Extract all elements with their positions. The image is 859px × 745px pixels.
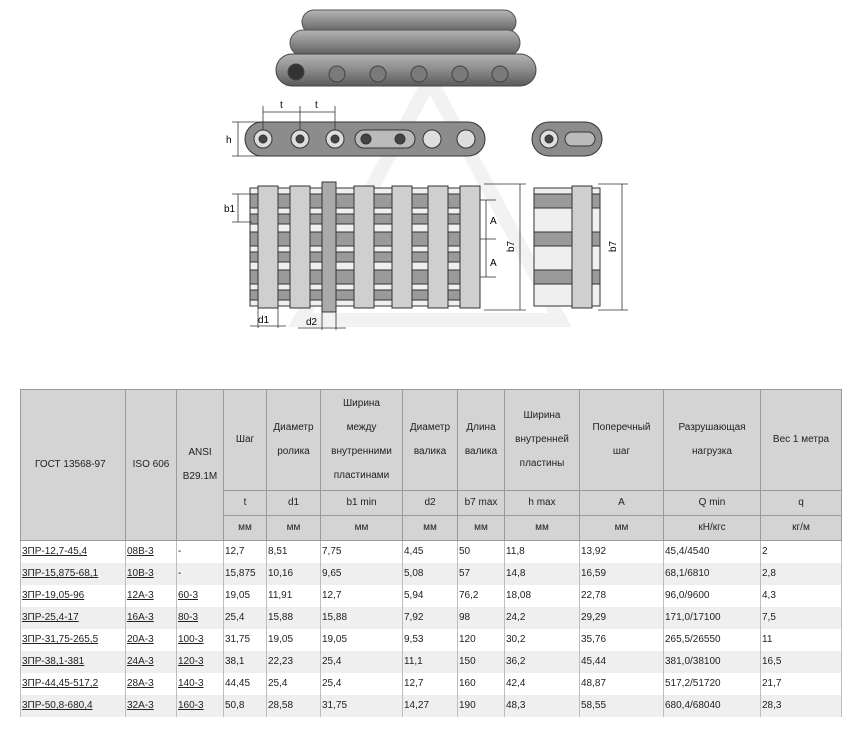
symbol-cell: Q min: [664, 491, 761, 516]
cell-Q: 171,0/17100: [664, 607, 761, 629]
cell-ansi[interactable]: [177, 673, 224, 695]
unit-cell: мм: [505, 516, 580, 541]
symbol-cell: b1 min: [321, 491, 403, 516]
symbol-cell: t: [224, 491, 267, 516]
cell-b1: 7,75: [321, 541, 403, 564]
cell-gost[interactable]: [21, 607, 126, 629]
cell-b7: 150: [458, 651, 505, 673]
col-break-load: Разрушающая нагрузка: [664, 390, 761, 491]
label-A-2: A: [490, 258, 497, 269]
cell-gost[interactable]: [21, 541, 126, 564]
header-row-titles: [21, 390, 842, 491]
unit-cell: мм: [267, 516, 321, 541]
cell-d2: 5,94: [403, 585, 458, 607]
cell-Q: 45,4/4540: [664, 541, 761, 564]
cell-link-gost[interactable]: 3ПР-12,7-45,4: [22, 546, 88, 557]
chain-side-view-end: [532, 122, 602, 156]
cell-link-gost[interactable]: 3ПР-15,875-68,1: [22, 568, 99, 579]
cell-t: 38,1: [224, 651, 267, 673]
col-gost: ГОСТ 13568-97: [21, 390, 126, 541]
cell-b1: 31,75: [321, 695, 403, 717]
cell-A: 48,87: [580, 673, 664, 695]
cell-ansi: -: [177, 563, 224, 585]
cell-d2: 4,45: [403, 541, 458, 564]
cell-b1: 25,4: [321, 651, 403, 673]
cell-b1: 15,88: [321, 607, 403, 629]
cell-iso[interactable]: [126, 607, 177, 629]
cell-h: 24,2: [505, 607, 580, 629]
cell-Q: 517,2/51720: [664, 673, 761, 695]
table-row: [21, 541, 842, 564]
cell-A: 45,44: [580, 651, 664, 673]
cell-d1: 28,58: [267, 695, 321, 717]
cell-ansi[interactable]: [177, 585, 224, 607]
cell-link-ansi[interactable]: 80-3: [178, 612, 199, 623]
cell-b1: 9,65: [321, 563, 403, 585]
table-row: [21, 629, 842, 651]
cell-link-iso[interactable]: 10B-3: [127, 568, 154, 579]
symbol-cell: A: [580, 491, 664, 516]
cell-t: 31,75: [224, 629, 267, 651]
cell-link-gost[interactable]: 3ПР-44,45-517,2: [22, 678, 99, 689]
cell-ansi[interactable]: [177, 629, 224, 651]
cell-ansi[interactable]: [177, 651, 224, 673]
cell-gost[interactable]: [21, 585, 126, 607]
cell-link-iso[interactable]: 08B-3: [127, 546, 154, 557]
cell-b7: 120: [458, 629, 505, 651]
col-step: Шаг: [224, 390, 267, 491]
col-inner-width: Ширина между внутренними пластинами: [321, 390, 403, 491]
col-pin-len: Длина валика: [458, 390, 505, 491]
cell-b1: 12,7: [321, 585, 403, 607]
cell-q: 16,5: [761, 651, 842, 673]
cell-h: 14,8: [505, 563, 580, 585]
cell-b7: 190: [458, 695, 505, 717]
label-b7-1: b7: [506, 240, 517, 252]
cell-d2: 11,1: [403, 651, 458, 673]
cell-t: 12,7: [224, 541, 267, 564]
cell-link-gost[interactable]: 3ПР-38,1-381: [22, 656, 85, 667]
cell-t: 19,05: [224, 585, 267, 607]
cell-d2: 5,08: [403, 563, 458, 585]
cell-gost[interactable]: [21, 673, 126, 695]
cell-link-ansi[interactable]: 100-3: [178, 634, 204, 645]
cell-link-ansi[interactable]: 160-3: [178, 700, 204, 711]
col-cross-step: Поперечный шаг: [580, 390, 664, 491]
cell-h: 30,2: [505, 629, 580, 651]
col-roller: Диаметр ролика: [267, 390, 321, 491]
cell-h: 18,08: [505, 585, 580, 607]
cell-link-iso[interactable]: 28A-3: [127, 678, 154, 689]
table-row: [21, 695, 842, 717]
table-row: [21, 651, 842, 673]
cell-A: 35,76: [580, 629, 664, 651]
cell-b1: 19,05: [321, 629, 403, 651]
col-plate-w: Ширина внутренней пластины: [505, 390, 580, 491]
symbol-cell: d2: [403, 491, 458, 516]
cell-h: 48,3: [505, 695, 580, 717]
cell-d1: 25,4: [267, 673, 321, 695]
cell-link-iso[interactable]: 16A-3: [127, 612, 154, 623]
cell-A: 29,29: [580, 607, 664, 629]
unit-cell: мм: [580, 516, 664, 541]
cell-link-iso[interactable]: 12A-3: [127, 590, 154, 601]
cell-Q: 680,4/68040: [664, 695, 761, 717]
cell-d2: 7,92: [403, 607, 458, 629]
cell-d1: 8,51: [267, 541, 321, 564]
cell-d1: 11,91: [267, 585, 321, 607]
label-h: h: [226, 135, 232, 146]
table-row: [21, 585, 842, 607]
symbol-cell: d1: [267, 491, 321, 516]
col-pin-d: Диаметр валика: [403, 390, 458, 491]
unit-cell: мм: [403, 516, 458, 541]
cell-link-ansi[interactable]: 60-3: [178, 590, 199, 601]
unit-cell: мм: [321, 516, 403, 541]
unit-cell: кг/м: [761, 516, 842, 541]
cell-q: 11: [761, 629, 842, 651]
cell-iso[interactable]: [126, 563, 177, 585]
cell-iso[interactable]: [126, 629, 177, 651]
cell-link-ansi[interactable]: 140-3: [178, 678, 204, 689]
table-row: [21, 673, 842, 695]
chain-spec-table: [20, 389, 842, 717]
cell-gost[interactable]: [21, 629, 126, 651]
cell-Q: 96,0/9600: [664, 585, 761, 607]
chain-plan-view: [250, 182, 480, 312]
cell-q: 2,8: [761, 563, 842, 585]
cell-d2: 9,53: [403, 629, 458, 651]
cell-d1: 19,05: [267, 629, 321, 651]
label-b1: b1: [224, 204, 236, 215]
cell-q: 28,3: [761, 695, 842, 717]
symbol-cell: q: [761, 491, 842, 516]
cell-iso[interactable]: [126, 673, 177, 695]
cell-Q: 68,1/6810: [664, 563, 761, 585]
cell-gost[interactable]: [21, 695, 126, 717]
table-row: [21, 563, 842, 585]
unit-cell: мм: [458, 516, 505, 541]
chain-side-view: [245, 122, 485, 156]
symbol-cell: h max: [505, 491, 580, 516]
cell-link-iso[interactable]: 24A-3: [127, 656, 154, 667]
cell-ansi[interactable]: [177, 695, 224, 717]
label-A-1: A: [490, 216, 497, 227]
cell-iso[interactable]: [126, 651, 177, 673]
cell-Q: 381,0/38100: [664, 651, 761, 673]
cell-b7: 160: [458, 673, 505, 695]
cell-A: 13,92: [580, 541, 664, 564]
cell-h: 42,4: [505, 673, 580, 695]
label-d1: d1: [258, 315, 270, 326]
cell-q: 7,5: [761, 607, 842, 629]
cell-link-ansi[interactable]: 120-3: [178, 656, 204, 667]
label-t-2: t: [315, 100, 318, 111]
unit-cell: мм: [224, 516, 267, 541]
label-t-1: t: [280, 100, 283, 111]
cell-gost[interactable]: [21, 651, 126, 673]
cell-t: 44,45: [224, 673, 267, 695]
cell-ansi: -: [177, 541, 224, 564]
cell-d1: 15,88: [267, 607, 321, 629]
chain-strand-middle: [290, 30, 520, 56]
cell-link-gost[interactable]: 3ПР-31,75-265,5: [22, 634, 99, 645]
cell-d1: 22,23: [267, 651, 321, 673]
col-iso: ISO 606: [126, 390, 177, 541]
chain-end-view: [534, 186, 600, 308]
cell-q: 4,3: [761, 585, 842, 607]
label-d2: d2: [306, 317, 318, 328]
cell-b7: 50: [458, 541, 505, 564]
cell-A: 16,59: [580, 563, 664, 585]
cell-link-gost[interactable]: 3ПР-25,4-17: [22, 612, 79, 623]
cell-q: 2: [761, 541, 842, 564]
cell-ansi[interactable]: [177, 607, 224, 629]
label-b7-2: b7: [608, 240, 619, 252]
cell-link-gost[interactable]: 3ПР-50,8-680,4: [22, 700, 93, 711]
col-weight: Вес 1 метра: [761, 390, 842, 491]
cell-d2: 14,27: [403, 695, 458, 717]
cell-Q: 265,5/26550: [664, 629, 761, 651]
cell-d2: 12,7: [403, 673, 458, 695]
cell-t: 50,8: [224, 695, 267, 717]
cell-b7: 76,2: [458, 585, 505, 607]
cell-t: 15,875: [224, 563, 267, 585]
cell-b1: 25,4: [321, 673, 403, 695]
cell-h: 36,2: [505, 651, 580, 673]
cell-b7: 98: [458, 607, 505, 629]
col-ansi: ANSI B29.1M: [177, 390, 224, 541]
spec-table-body: [21, 541, 842, 718]
cell-link-gost[interactable]: 3ПР-19,05-96: [22, 590, 85, 601]
table-row: [21, 607, 842, 629]
cell-q: 21,7: [761, 673, 842, 695]
chain-3d-render: [276, 10, 536, 86]
cell-h: 11,8: [505, 541, 580, 564]
cell-A: 58,55: [580, 695, 664, 717]
cell-gost[interactable]: [21, 563, 126, 585]
cell-link-iso[interactable]: 32A-3: [127, 700, 154, 711]
cell-d1: 10,16: [267, 563, 321, 585]
cell-link-iso[interactable]: 20A-3: [127, 634, 154, 645]
cell-t: 25,4: [224, 607, 267, 629]
unit-cell: кН/кгс: [664, 516, 761, 541]
cell-b7: 57: [458, 563, 505, 585]
cell-iso[interactable]: [126, 585, 177, 607]
cell-iso[interactable]: [126, 695, 177, 717]
symbol-cell: b7 max: [458, 491, 505, 516]
cell-iso[interactable]: [126, 541, 177, 564]
cell-A: 22,78: [580, 585, 664, 607]
